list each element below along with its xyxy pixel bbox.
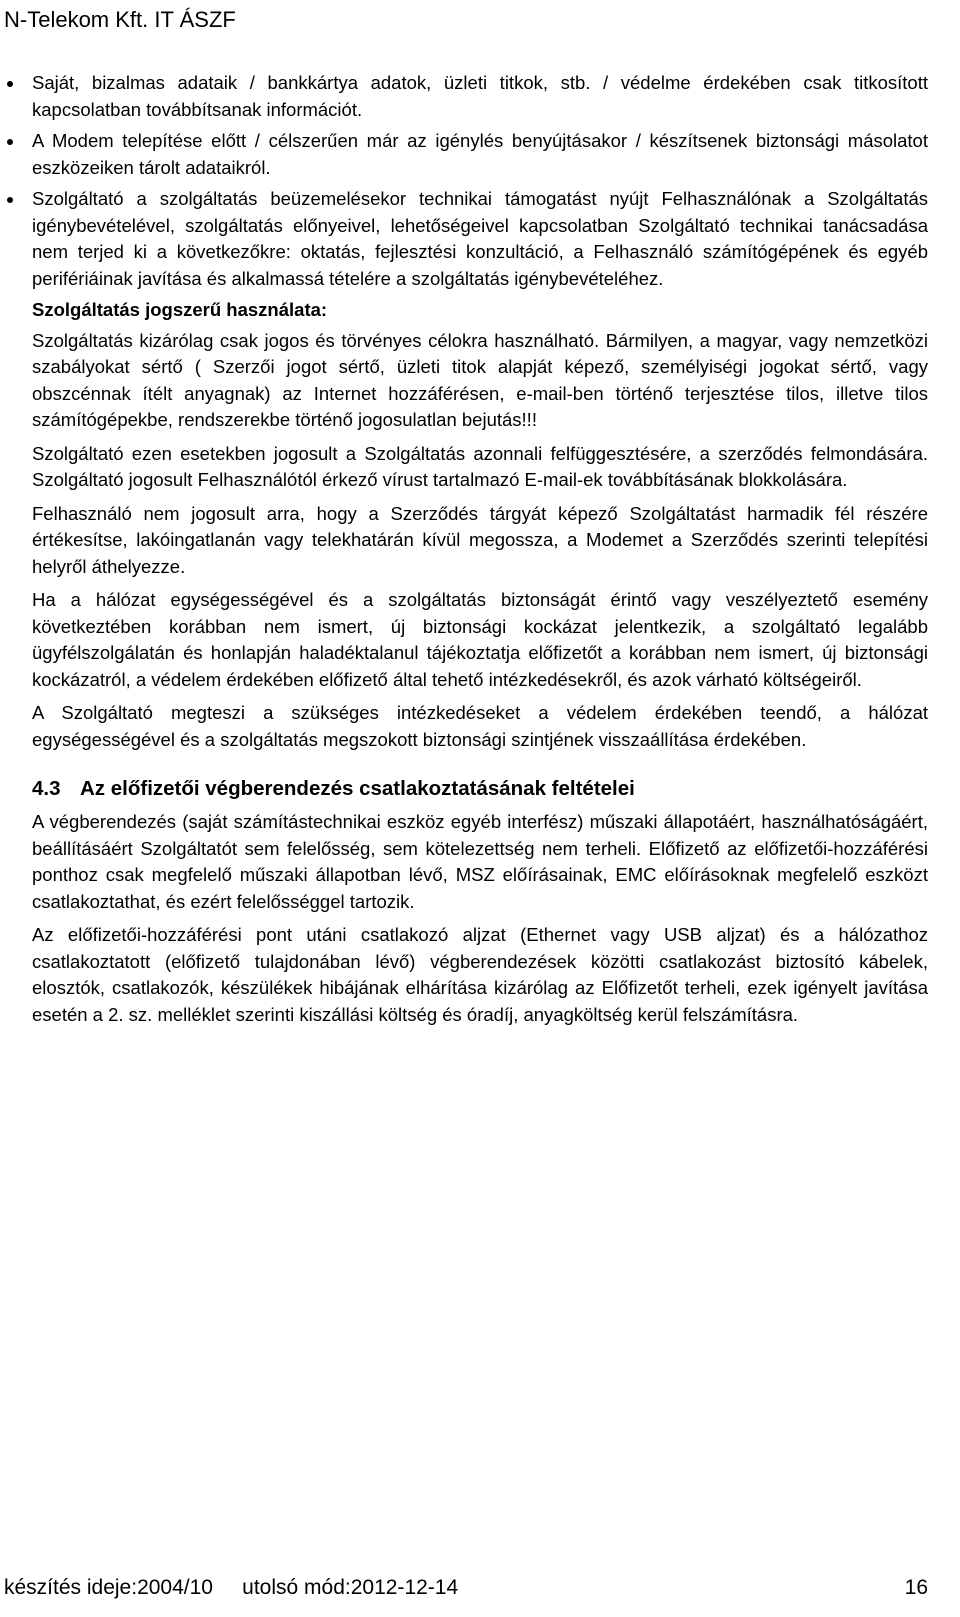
subheading: Szolgáltatás jogszerű használata: (32, 299, 328, 320)
paragraph: Felhasználó nem jogosult arra, hogy a Szerződés tárgyát képező Szolgáltatást harmadik fél részére értékesítse, lakóingatlanán vagy telekhatárán kívül megossza, a Modemet a Szerződés szerinti telepítési helyről áthelyezze. (32, 502, 928, 577)
bullet-icon (7, 139, 13, 145)
bullet-list (32, 70, 928, 292)
list-item (32, 186, 928, 292)
bullet-icon (7, 81, 13, 87)
document-body (32, 70, 928, 1035)
bullet-text: A Modem telepítése előtt / célszerűen már az igénylés benyújtásakor / készítsenek biztonsági másolatot eszközeiken tárolt adataikról. (32, 130, 928, 178)
paragraph: Ha a hálózat egységességével és a szolgáltatás biztonságát érintő vagy veszélyeztető esemény következtében korábban nem ismert, új biztonsági kockázat jelentkezik, a szolgáltató legalább ügyfélszolgálatán és honlapján haladéktalanul tájékoztatja előfizetőt a korábban nem ismert, új biztonsági kockázatról, a védelem érdekében előfizető által tehető intézkedésekről, és azok várható költségeiről. (32, 589, 928, 690)
paragraph: A végberendezés (saját számítástechnikai eszköz egyéb interfész) műszaki állapotáért, használhatóságáért, beállításáért Szolgáltatót sem felelősség, sem kötelezettség nem terheli. Előfizető az előfizetői-hozzáférési ponthoz csak megfelelő műszaki állapotban lévő, MSZ előírásainak, EMC előírásoknak megfelelő eszközt csatlakoztathat, és ezért felelősséggel tartozik. (32, 811, 928, 912)
bullet-text: Szolgáltató a szolgáltatás beüzemelésekor technikai támogatást nyújt Felhasználónak a Szolgáltatás igénybevételével, szolgáltatás előnyeivel, lehetőségeivel kapcsolatban Szolgáltató technikai tanácsadása nem terjed ki a következőkre: oktatás, fejlesztési konzultáció, a Felhasználó számítógépének és egyéb perifériáinak javítása és alkalmassá tételére a szolgáltatás igénybevételéhez. (32, 188, 928, 289)
section-title: Az előfizetői végberendezés csatlakoztatásának feltételei (80, 777, 635, 800)
paragraph: Szolgáltatás kizárólag csak jogos és törvényes célokra használható. Bármilyen, a magyar, vagy nemzetközi szabályokat sértő ( Szerzői jogot sértő, üzleti titok alapját képező, személyiségi jogokat sértő, vagy obszcénnak ítélt anyagnak) az Internet hozzáférésen, e-mail-ben történő terjesztése tilos, illetve tilos számítógépekbe, rendszerekbe történő jogosulatlan bejutás!!! (32, 329, 928, 430)
paragraph: Az előfizetői-hozzáférési pont utáni csatlakozó aljzat (Ethernet vagy USB aljzat) és a hálózathoz csatlakoztatott (előfizető tulajdonában lévő) végberendezések közötti csatlakozást biztosító kábelek, elosztók, csatlakozók, készülékek hibájának elhárítása kizárólag az Előfizetőt terheli, ezek igényelt javítása esetén a 2. sz. melléklet szerinti kiszállási költség és óradíj, anyagköltség kerül felszámításra. (32, 924, 928, 1025)
bullet-text: Saját, bizalmas adataik / bankkártya adatok, üzleti titkok, stb. / védelme érdekében csak titkosított kapcsolatban továbbítsanak információt. (32, 72, 928, 120)
document-header: N-Telekom Kft. IT ÁSZF (4, 7, 236, 32)
footer-created: készítés ideje:2004/10 (4, 1576, 213, 1599)
section-heading (32, 775, 928, 803)
paragraph: A Szolgáltató megteszi a szükséges intézkedéseket a védelem érdekében teendő, a hálózat egységességével és a szolgáltatás megszokott biztonsági szintjének visszaállítása érdekében. (32, 702, 928, 750)
section-number: 4.3 (32, 777, 61, 800)
footer-dates (4, 1574, 458, 1602)
footer-modified: utolsó mód:2012-12-14 (242, 1576, 459, 1599)
bullet-icon (7, 197, 13, 203)
paragraph: Szolgáltató ezen esetekben jogosult a Szolgáltatás azonnali felfüggesztésére, a szerződés felmondására. Szolgáltató jogosult Felhasználótól érkező vírust tartalmazó E-mail-ek továbbításának blokkolására. (32, 442, 928, 490)
list-item (32, 128, 928, 181)
page-number: 16 (904, 1576, 928, 1599)
list-item (32, 70, 928, 123)
